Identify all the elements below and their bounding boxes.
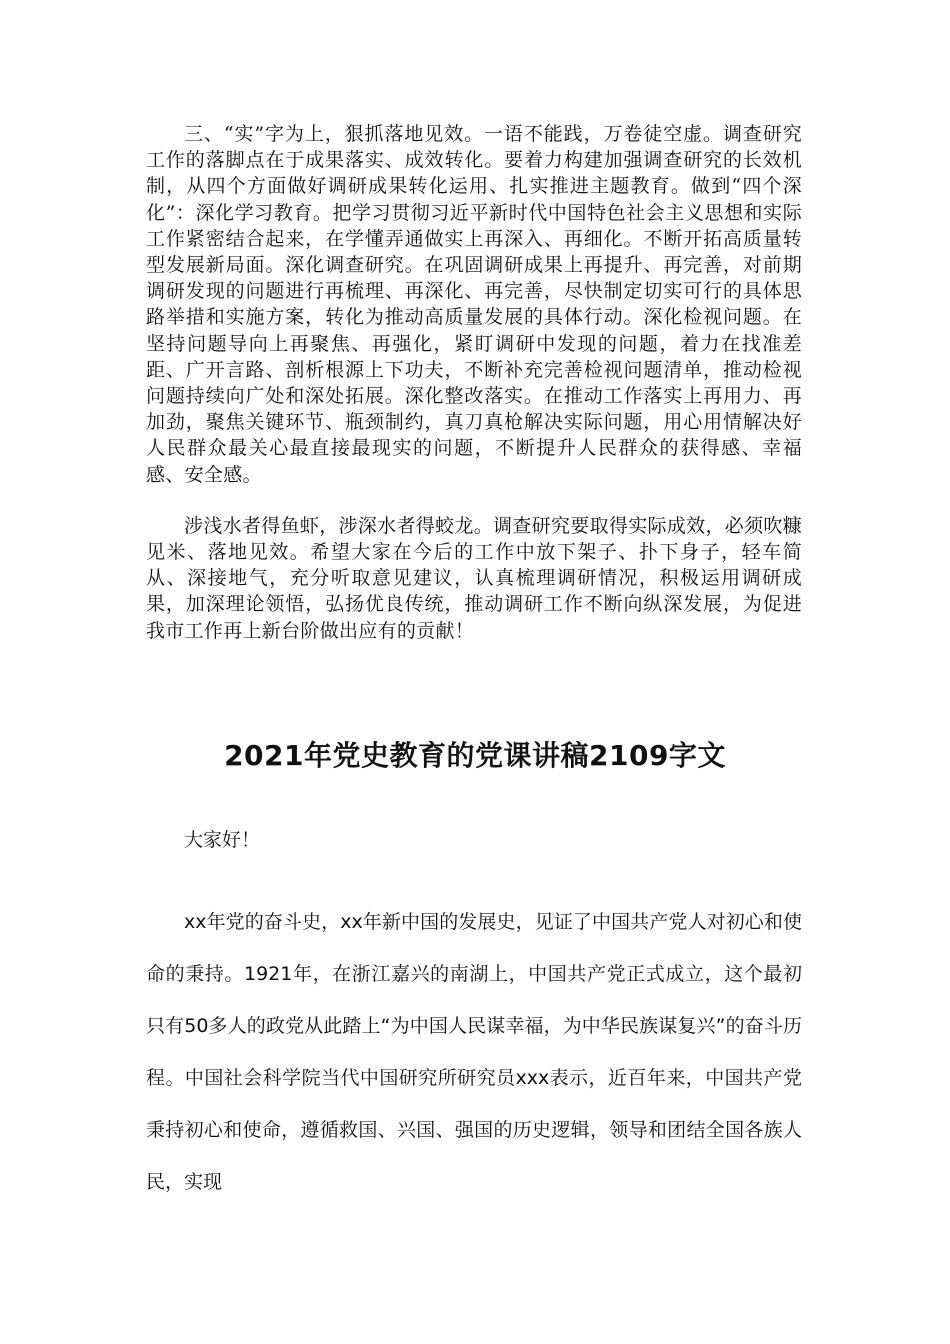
paragraph-history: xx年党的奋斗史，xx年新中国的发展史，见证了中国共产党人对初心和使命的秉持。1921年，在浙江嘉兴的南湖上，中国共产党正式成立，这个最初只有50多人的政党从此踏上“为中国人民谋幸福，为中华民族谋复兴”的奋斗历程。中国社会科学院当代中国研究所研究员xxx表示，近百年来，中国共产党秉持初心和使命，遵循救国、兴国、强国的历史逻辑，领导和团结全国各族人民，实现 (146, 911, 802, 1193)
paragraph-four-deepening: 三、“实”字为上，狠抓落地见效。一语不能践，万卷徒空虚。调查研究工作的落脚点在于成果落实、成效转化。要着力构建加强调查研究的长效机制，从四个方面做好调研成果转化运用、扎实推进主题教育。做到“四个深化”：深化学习教育。把学习贯彻习近平新时代中国特色社会主义思想和实际工作紧密结合起来，在学懂弄通做实上再深入、再细化。不断开拓高质量转型发展新局面。深化调查研究。在巩固调研成果上再提升、再完善，对前期调研发现的问题进行再梳理、再深化、再完善，尽快制定切实可行的具体思路举措和实施方案，转化为推动高质量发展的具体行动。深化检视问题。在坚持问题导向上再聚焦、再强化，紧盯调研中发现的问题，着力在找准差距、广开言路、剖析根源上下功夫，不断补充完善检视问题清单，推动检视问题持续向广处和深处拓展。深化整改落实。在推动工作落实上再用力、再加劲，聚焦关键环节、瓶颈制约，真刀真枪解决实际问题，用心用情解决好人民群众最关心最直接最现实的问题，不断提升人民群众的获得感、幸福感、安全感。 (146, 123, 802, 486)
greeting-text: 大家好！ (184, 829, 261, 851)
previous-article-ending (146, 121, 802, 644)
speech-body (146, 814, 802, 1208)
document-title: 2021年党史教育的党课讲稿2109字文 (224, 739, 726, 772)
paragraph-conclusion: 涉浅水者得鱼虾，涉深水者得蛟龙。调查研究要取得实际成效，必须吹糠见米、落地见效。希望大家在今后的工作中放下架子、扑下身子，轻车简从、深接地气，充分听取意见建议，认真梳理调研情况，积极运用调研成果，加深理论领悟，弘扬优良传统，推动调研工作不断向纵深发展，为促进我市工作再上新台阶做出应有的贡献！ (146, 514, 802, 642)
